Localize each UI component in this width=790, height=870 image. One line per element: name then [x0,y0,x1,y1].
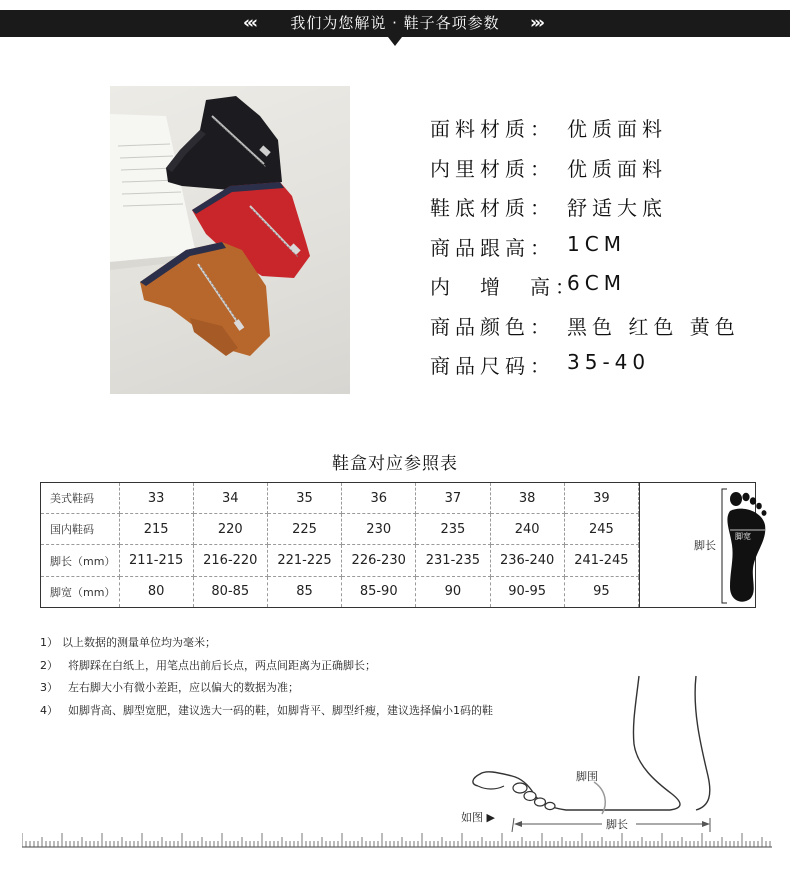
spec-value: 舒适大底 [567,196,667,220]
table-cell: 80 [119,576,193,607]
table-cell: 34 [193,483,267,514]
table-cell: 241-245 [564,545,638,576]
banner-title: 我们为您解说 · 鞋子各项参数 [290,14,500,32]
table-cell: 245 [564,514,638,545]
table-cell: 33 [119,483,193,514]
size-table [40,482,756,608]
row-header-foot-length: 脚长（mm） [41,545,119,576]
table-cell: 38 [490,483,564,514]
note-number: 2） [40,658,58,672]
foot-print-icon [720,487,772,605]
note-text: 以上数据的测量单位均为毫米； [62,636,216,649]
table-cell: 90 [416,576,490,607]
size-table-title: 鞋盒对应参照表 [332,454,458,474]
spec-row-sizes [430,350,770,390]
spec-list [430,113,770,390]
spec-row-inner-height [430,271,770,311]
foot-outline-panel [639,483,755,607]
girth-label: 脚围 [576,770,598,783]
table-cell: 216-220 [193,545,267,576]
note-text: 左右脚大小有微小差距，应以偏大的数据为准； [68,681,299,694]
row-header-foot-width: 脚宽（mm） [41,576,119,607]
length-label: 脚长 [606,818,628,831]
spec-label: 内里材质： [430,156,555,181]
table-cell: 36 [342,483,416,514]
double-chevron-left-icon: ‹‹‹ [243,13,256,33]
table-cell: 221-225 [267,545,341,576]
size-grid [41,483,639,607]
table-cell: 85-90 [342,576,416,607]
table-cell: 235 [416,514,490,545]
spec-label: 鞋底材质： [430,196,555,220]
spec-label: 商品颜色： [430,314,555,339]
table-row [41,576,639,607]
spec-row-fabric [430,113,770,153]
table-cell: 225 [267,514,341,545]
spec-value: 优质面料 [567,156,667,181]
spec-value: 黑色 红色 黄色 [567,314,740,339]
foot-length-label: 脚长 [694,539,716,552]
spec-row-colors [430,311,770,351]
table-cell: 215 [119,514,193,545]
table-cell: 230 [342,514,416,545]
table-cell: 240 [490,514,564,545]
row-header-cn-size: 国内鞋码 [41,514,119,545]
table-cell: 211-215 [119,545,193,576]
product-photo [110,86,350,394]
spec-row-sole [430,192,770,232]
table-cell: 39 [564,483,638,514]
note-number: 3） [40,681,58,694]
banner-pointer [388,37,402,46]
note-text: 如脚背高、脚型宽肥，建议选大一码的鞋，如脚背平、脚型纤瘦，建议选择偏小1码的鞋 [68,703,493,717]
note-text: 将脚踩在白纸上，用笔点出前后长点，两点间距离为正确脚长； [68,658,376,672]
header-banner [0,10,790,37]
ruler-scale [22,832,772,848]
spec-label: 内 增 高： [430,275,580,299]
table-cell: 236-240 [490,545,564,576]
spec-row-lining [430,153,770,193]
table-cell: 226-230 [342,545,416,576]
double-chevron-right-icon: ››› [530,13,543,33]
spec-value: 35-40 [567,350,651,374]
diagram-hint: 如图 ▶ [461,811,495,824]
table-cell: 37 [416,483,490,514]
note-number: 4） [40,703,58,717]
row-header-us-size: 美式鞋码 [41,483,119,514]
spec-label: 商品尺码： [430,354,555,378]
spec-label: 面料材质： [430,117,555,141]
table-cell: 90-95 [490,576,564,607]
table-row [41,483,639,514]
table-cell: 95 [564,576,638,607]
spec-value: 6CM [567,271,626,295]
table-cell: 35 [267,483,341,514]
spec-value: 优质面料 [567,117,667,141]
table-cell: 220 [193,514,267,545]
spec-value: 1CM [567,231,626,256]
spec-label: 商品跟高： [430,235,555,260]
table-row [41,545,639,576]
table-row [41,514,639,545]
note-item [40,634,600,657]
table-cell: 231-235 [416,545,490,576]
foot-width-label: 脚宽 [735,532,751,541]
spec-row-heel-height [430,232,770,272]
note-number: 1） [40,636,58,649]
table-cell: 85 [267,576,341,607]
black-boot [166,96,282,190]
foot-side-diagram [456,672,746,832]
table-cell: 80-85 [193,576,267,607]
